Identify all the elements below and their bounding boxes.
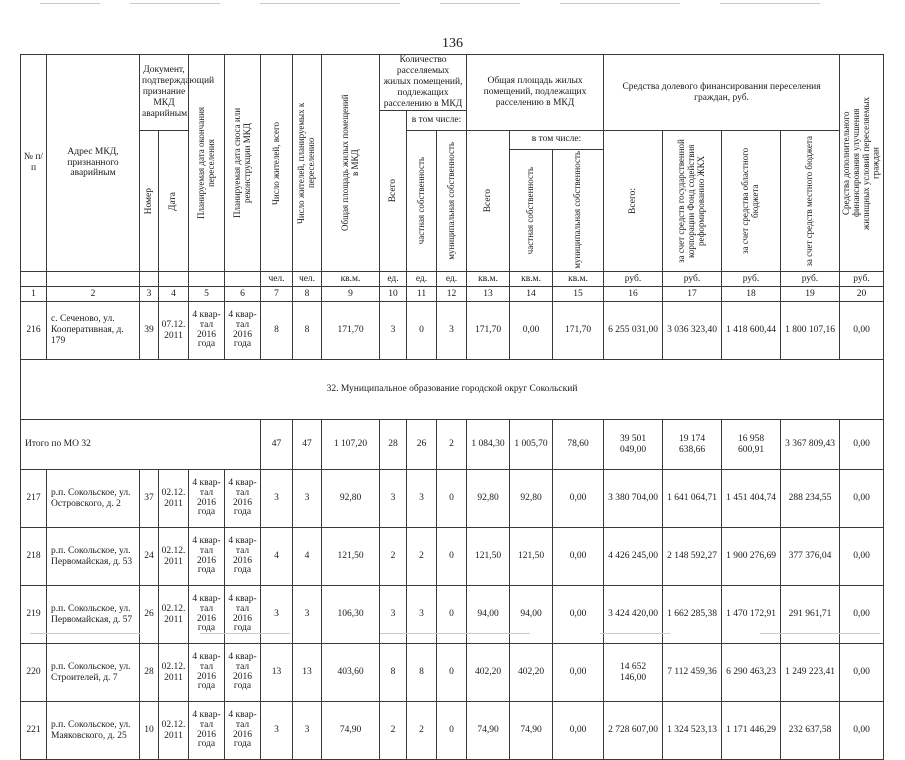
unit-cell: ед. [407, 272, 437, 287]
row-residents: 3 [261, 470, 293, 528]
header-premises-total [380, 111, 407, 272]
row-area-total: 92,80 [467, 470, 510, 528]
unit-blank [159, 272, 189, 287]
total-fund-local: 3 367 809,43 [781, 420, 840, 470]
row-area-private: 94,00 [510, 586, 553, 644]
row-prem-total: 3 [380, 302, 407, 360]
header-area-group: Общая площадь жилых помещений, подлежащих расселению в МКД [467, 55, 604, 131]
header-funding-additional-text: Средства дополнительного финансирования улучшения жилищных условий переселяемых граждан [841, 96, 881, 230]
header-demolition-text: Планируемая дата сноса или реконструкции МКД [231, 107, 252, 219]
header-residents-total [261, 55, 293, 272]
row-fund-additional: 0,00 [840, 586, 884, 644]
row-fund-total: 6 255 031,00 [604, 302, 663, 360]
header-funding-group: Средства долевого финансирования переселения граждан, руб. [604, 55, 840, 131]
row-prem-private: 2 [407, 702, 437, 760]
total-area-total: 1 084,30 [467, 420, 510, 470]
header-premises-count: Количество расселяемых жилых помещений, подлежащих расселению в МКД [380, 55, 467, 111]
column-number: 14 [510, 287, 553, 302]
header-funding-fund [663, 131, 722, 272]
row-doc-date: 02.12. 2011 [159, 470, 189, 528]
unit-blank [189, 272, 225, 287]
page-number: 136 [442, 36, 463, 51]
row-demolition: 4 квар-тал 2016 года [225, 528, 261, 586]
row-fund-corp: 1 662 285,38 [663, 586, 722, 644]
header-premises-municipal-text: муниципальная собственность [445, 142, 456, 260]
total-row [21, 420, 884, 470]
unit-blank [140, 272, 159, 287]
row-area-municipal: 171,70 [553, 302, 604, 360]
header-premises-total-text: Всего [387, 179, 398, 203]
row-prem-total: 3 [380, 586, 407, 644]
row-area-private: 0,00 [510, 302, 553, 360]
row-prem-private: 3 [407, 470, 437, 528]
column-number: 15 [553, 287, 604, 302]
row-area: 171,70 [322, 302, 380, 360]
row-area-total: 94,00 [467, 586, 510, 644]
header-document: Документ, подтверждающий признание МКД аварийным [140, 55, 189, 131]
row-area-private: 402,20 [510, 644, 553, 702]
header-relocation-end [189, 55, 225, 272]
row-area-municipal: 0,00 [553, 702, 604, 760]
row-num: 218 [21, 528, 47, 586]
table-row [21, 470, 884, 528]
row-doc-number: 28 [140, 644, 159, 702]
unit-blank [225, 272, 261, 287]
total-label: Итого по МО 32 [21, 420, 261, 470]
total-area-private: 1 005,70 [510, 420, 553, 470]
unit-cell: кв.м. [510, 272, 553, 287]
total-fund-corp: 19 174 638,66 [663, 420, 722, 470]
row-address: р.п. Сокольское, ул. Первомайская, д. 57 [47, 586, 140, 644]
row-fund-corp: 1 641 064,71 [663, 470, 722, 528]
total-prem-private: 26 [407, 420, 437, 470]
header-funding-total [604, 131, 663, 272]
row-residents-planned: 13 [293, 644, 322, 702]
table-row [21, 528, 884, 586]
header-funding-total-text: Всего: [627, 188, 638, 214]
column-number: 1 [21, 287, 47, 302]
row-doc-number: 24 [140, 528, 159, 586]
row-doc-date: 02.12. 2011 [159, 586, 189, 644]
row-area: 121,50 [322, 528, 380, 586]
column-number: 10 [380, 287, 407, 302]
column-number: 16 [604, 287, 663, 302]
row-fund-corp: 7 112 459,36 [663, 644, 722, 702]
total-residents-planned: 47 [293, 420, 322, 470]
row-fund-regional: 1 171 446,29 [722, 702, 781, 760]
row-doc-date: 02.12. 2011 [159, 644, 189, 702]
row-fund-regional: 1 900 276,69 [722, 528, 781, 586]
row-area: 74,90 [322, 702, 380, 760]
column-number: 6 [225, 287, 261, 302]
column-number: 13 [467, 287, 510, 302]
row-fund-total: 2 728 607,00 [604, 702, 663, 760]
row-area-total: 121,50 [467, 528, 510, 586]
row-fund-regional: 1 418 600,44 [722, 302, 781, 360]
row-area-total: 74,90 [467, 702, 510, 760]
row-area: 106,30 [322, 586, 380, 644]
row-num: 217 [21, 470, 47, 528]
row-prem-municipal: 3 [437, 302, 467, 360]
section-row [21, 360, 884, 420]
row-fund-regional: 1 470 172,91 [722, 586, 781, 644]
row-demolition: 4 квар-тал 2016 года [225, 644, 261, 702]
row-prem-private: 3 [407, 586, 437, 644]
row-prem-municipal: 0 [437, 702, 467, 760]
row-residents-planned: 3 [293, 586, 322, 644]
row-residents-planned: 3 [293, 702, 322, 760]
header-num: № п/п [21, 55, 47, 272]
row-fund-regional: 6 290 463,23 [722, 644, 781, 702]
row-fund-total: 3 424 420,00 [604, 586, 663, 644]
row-fund-local: 1 249 223,41 [781, 644, 840, 702]
row-area-private: 92,80 [510, 470, 553, 528]
column-number: 12 [437, 287, 467, 302]
row-fund-regional: 1 451 404,74 [722, 470, 781, 528]
header-area-total-text: Всего [482, 189, 493, 213]
total-fund-regional: 16 958 600,91 [722, 420, 781, 470]
row-fund-corp: 1 324 523,13 [663, 702, 722, 760]
row-fund-local: 291 961,71 [781, 586, 840, 644]
row-address: с. Сеченово, ул. Кооперативная, д. 179 [47, 302, 140, 360]
row-doc-number: 39 [140, 302, 159, 360]
unit-cell: чел. [261, 272, 293, 287]
row-residents: 4 [261, 528, 293, 586]
row-demolition: 4 квар-тал 2016 года [225, 702, 261, 760]
row-fund-local: 377 376,04 [781, 528, 840, 586]
header-relocation-end-text: Планируемая дата окончания переселения [195, 106, 216, 220]
header-row-3 [21, 131, 884, 150]
header-address: Адрес МКД, признанного аварийным [47, 55, 140, 272]
row-fund-local: 232 637,58 [781, 702, 840, 760]
row-prem-total: 2 [380, 528, 407, 586]
total-prem-municipal: 2 [437, 420, 467, 470]
header-funding-regional-text: за счет средства областного бюджета [740, 147, 761, 255]
header-residents-planned-text: Число жителей, планируемых к переселению [296, 102, 316, 224]
row-num: 221 [21, 702, 47, 760]
header-area-municipal [553, 149, 604, 271]
row-doc-number: 10 [140, 702, 159, 760]
total-prem-total: 28 [380, 420, 407, 470]
total-fund-additional: 0,00 [840, 420, 884, 470]
unit-cell: руб. [604, 272, 663, 287]
header-area-municipal-text: муниципальная собственность [572, 151, 583, 270]
row-fund-additional: 0,00 [840, 302, 884, 360]
row-prem-private: 0 [407, 302, 437, 360]
header-premises-municipal [437, 131, 467, 272]
row-area-municipal: 0,00 [553, 586, 604, 644]
row-area-total: 402,20 [467, 644, 510, 702]
header-doc-date [159, 131, 189, 272]
row-num: 220 [21, 644, 47, 702]
unit-cell: руб. [663, 272, 722, 287]
row-doc-number: 26 [140, 586, 159, 644]
row-address: р.п. Сокольское, ул. Маяковского, д. 25 [47, 702, 140, 760]
column-number: 4 [159, 287, 189, 302]
row-prem-municipal: 0 [437, 586, 467, 644]
row-area-municipal: 0,00 [553, 528, 604, 586]
data-rows [21, 470, 884, 760]
row-prem-total: 3 [380, 470, 407, 528]
header-premises-private [407, 131, 437, 272]
header-premises-incl: в том числе: [407, 111, 467, 131]
table-row [21, 302, 884, 360]
row-end-date: 4 квар-тал 2016 года [189, 302, 225, 360]
row-end-date: 4 квар-тал 2016 года [189, 644, 225, 702]
row-end-date: 4 квар-тал 2016 года [189, 528, 225, 586]
scan-border-bottom [0, 633, 905, 635]
header-demolition [225, 55, 261, 272]
row-doc-number: 37 [140, 470, 159, 528]
row-prem-total: 8 [380, 644, 407, 702]
header-premises-private-text: частная собственность [415, 157, 426, 245]
units-row [21, 272, 884, 287]
column-number: 8 [293, 287, 322, 302]
row-num: 216 [21, 302, 47, 360]
row-address: р.п. Сокольское, ул. Первомайская, д. 53 [47, 528, 140, 586]
row-prem-municipal: 0 [437, 470, 467, 528]
total-area: 1 107,20 [322, 420, 380, 470]
header-total-area-text: Общая площадь жилых помещений в МКД [339, 94, 360, 232]
column-number: 18 [722, 287, 781, 302]
column-number: 2 [47, 287, 140, 302]
row-fund-additional: 0,00 [840, 528, 884, 586]
unit-cell: ед. [380, 272, 407, 287]
row-fund-corp: 2 148 592,27 [663, 528, 722, 586]
row-address: р.п. Сокольское, ул. Строителей, д. 7 [47, 644, 140, 702]
header-row-1 [21, 55, 884, 111]
row-fund-additional: 0,00 [840, 644, 884, 702]
row-residents: 3 [261, 586, 293, 644]
header-doc-number [140, 131, 159, 272]
row-fund-additional: 0,00 [840, 702, 884, 760]
row-doc-date: 02.12. 2011 [159, 702, 189, 760]
row-num: 219 [21, 586, 47, 644]
relocation-table [20, 54, 884, 760]
unit-cell: руб. [722, 272, 781, 287]
row-area-total: 171,70 [467, 302, 510, 360]
row-prem-municipal: 0 [437, 528, 467, 586]
header-total-area [322, 55, 380, 272]
header-area-incl: в том числе: [510, 131, 604, 150]
row-fund-corp: 3 036 323,40 [663, 302, 722, 360]
row-fund-total: 3 380 704,00 [604, 470, 663, 528]
row-doc-date: 02.12. 2011 [159, 528, 189, 586]
unit-cell: руб. [781, 272, 840, 287]
unit-cell: кв.м. [553, 272, 604, 287]
row-prem-private: 2 [407, 528, 437, 586]
row-residents: 13 [261, 644, 293, 702]
row-demolition: 4 квар-тал 2016 года [225, 302, 261, 360]
column-number: 5 [189, 287, 225, 302]
unit-cell: ед. [437, 272, 467, 287]
total-fund-total: 39 501 049,00 [604, 420, 663, 470]
row-fund-local: 288 234,55 [781, 470, 840, 528]
row-residents-planned: 8 [293, 302, 322, 360]
total-residents: 47 [261, 420, 293, 470]
row-fund-total: 14 652 146,00 [604, 644, 663, 702]
header-residents-total-text: Число жителей, всего [270, 121, 281, 205]
header-residents-planned [293, 55, 322, 272]
unit-cell: руб. [840, 272, 884, 287]
row-demolition: 4 квар-тал 2016 года [225, 586, 261, 644]
header-area-private-text: частная собственность [525, 166, 536, 254]
unit-cell: кв.м. [322, 272, 380, 287]
column-numbers-row [21, 287, 884, 302]
column-number: 7 [261, 287, 293, 302]
row-prem-private: 8 [407, 644, 437, 702]
header-funding-regional [722, 131, 781, 272]
row-area-municipal: 0,00 [553, 470, 604, 528]
row-residents-planned: 4 [293, 528, 322, 586]
column-number: 11 [407, 287, 437, 302]
row-prem-total: 2 [380, 702, 407, 760]
row-address: р.п. Сокольское, ул. Островского, д. 2 [47, 470, 140, 528]
unit-cell: кв.м. [467, 272, 510, 287]
row-residents: 8 [261, 302, 293, 360]
row-area-private: 74,90 [510, 702, 553, 760]
header-area-total [467, 131, 510, 272]
row-residents-planned: 3 [293, 470, 322, 528]
header-funding-additional [840, 55, 884, 272]
row-demolition: 4 квар-тал 2016 года [225, 470, 261, 528]
column-number: 17 [663, 287, 722, 302]
row-residents: 3 [261, 702, 293, 760]
row-end-date: 4 квар-тал 2016 года [189, 470, 225, 528]
row-doc-date: 07.12. 2011 [159, 302, 189, 360]
unit-blank [47, 272, 140, 287]
row-fund-additional: 0,00 [840, 470, 884, 528]
header-funding-fund-text: за счет средств государственной корпорации Фонд содействия реформированию ЖКХ [676, 139, 706, 263]
row-area-municipal: 0,00 [553, 644, 604, 702]
column-number: 3 [140, 287, 159, 302]
row-area: 403,60 [322, 644, 380, 702]
column-number: 19 [781, 287, 840, 302]
total-area-municipal: 78,60 [553, 420, 604, 470]
row-end-date: 4 квар-тал 2016 года [189, 586, 225, 644]
unit-cell: чел. [293, 272, 322, 287]
header-area-private [510, 149, 553, 271]
row-area-private: 121,50 [510, 528, 553, 586]
table-row [21, 644, 884, 702]
header-funding-local [781, 131, 840, 272]
row-prem-municipal: 0 [437, 644, 467, 702]
header-doc-number-text: Номер [143, 187, 154, 215]
row-area: 92,80 [322, 470, 380, 528]
header-funding-local-text: за счет средств местного бюджета [804, 135, 815, 267]
column-number: 9 [322, 287, 380, 302]
table-row [21, 702, 884, 760]
header-doc-date-text: Дата [168, 191, 179, 211]
section-title: 32. Муниципальное образование городской округ Сокольский [21, 360, 884, 420]
row-fund-local: 1 800 107,16 [781, 302, 840, 360]
row-end-date: 4 квар-тал 2016 года [189, 702, 225, 760]
row-fund-total: 4 426 245,00 [604, 528, 663, 586]
unit-blank [21, 272, 47, 287]
column-number: 20 [840, 287, 884, 302]
scan-border-top [0, 0, 905, 8]
